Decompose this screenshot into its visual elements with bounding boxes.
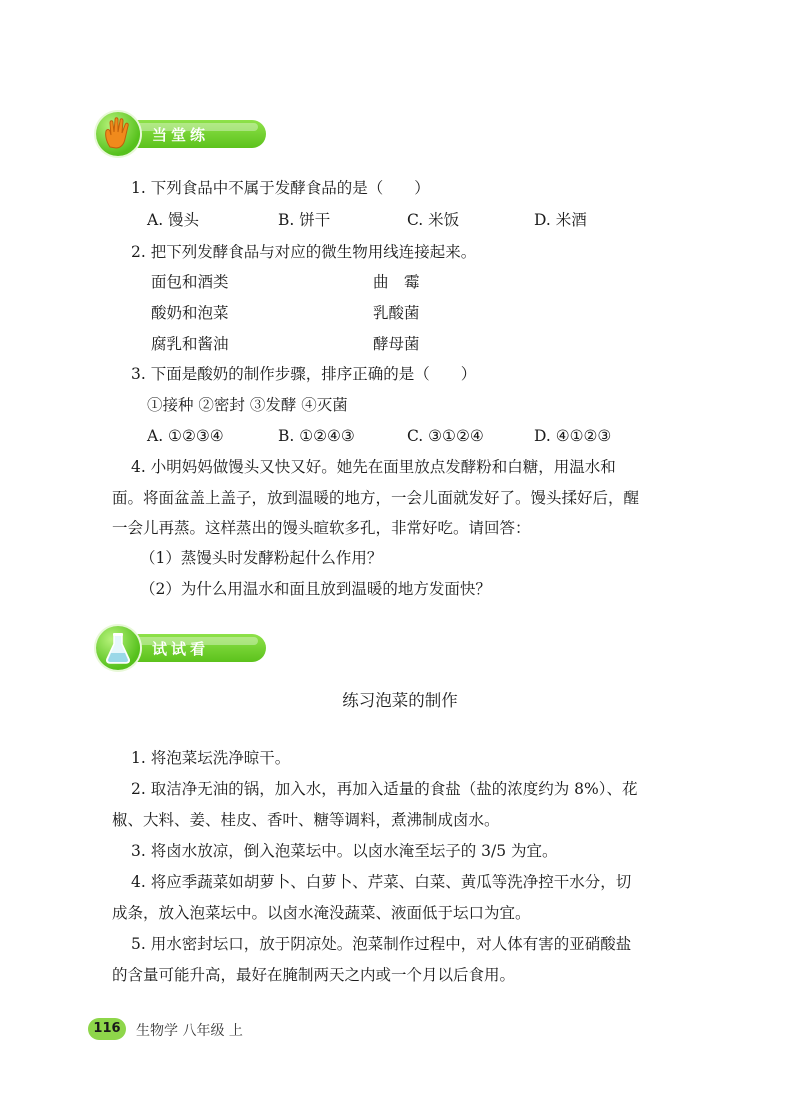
q3-option-a: A. ①②③④: [147, 427, 224, 445]
step-line: 成条，放入泡菜坛中。以卤水淹没蔬菜、液面低于坛口为宜。: [112, 904, 531, 922]
step-line: 4. 将应季蔬菜如胡萝卜、白萝卜、芹菜、白菜、黄瓜等洗净控干水分，切: [131, 873, 632, 891]
question-4-line: 4. 小明妈妈做馒头又快又好。她先在面里放点发酵粉和白糖，用温水和: [131, 458, 616, 476]
step-line: 2. 取洁净无油的锅，加入水，再加入适量的食盐（盐的浓度约为 8%）、花: [131, 780, 638, 798]
q2-right-item: 乳酸菌: [373, 304, 420, 322]
banner-title: 试试看: [152, 640, 210, 658]
question-4-sub: （2）为什么用温水和面且放到温暖的地方发面快？: [140, 580, 491, 598]
banner-circle: [96, 112, 140, 156]
section-banner-practice: [96, 112, 268, 156]
q1-option-c: C. 米饭: [407, 211, 460, 229]
q3-steps: ①接种 ②密封 ③发酵 ④灭菌: [147, 396, 348, 414]
hand-icon: [102, 117, 134, 151]
flask-icon: [102, 631, 134, 665]
banner-circle: [96, 626, 140, 670]
question-3-stem: 3. 下面是酸奶的制作步骤，排序正确的是（ ）: [131, 365, 477, 383]
question-4-sub: （1）蒸馒头时发酵粉起什么作用？: [140, 549, 383, 567]
step-line: 的含量可能升高，最好在腌制两天之内或一个月以后食用。: [112, 966, 516, 984]
question-4-line: 面。将面盆盖上盖子，放到温暖的地方，一会儿面就发好了。馒头揉好后，醒: [112, 489, 640, 507]
q3-option-c: C. ③①②④: [407, 427, 484, 445]
page-number: 116: [88, 1018, 126, 1040]
q1-option-d: D. 米酒: [534, 211, 587, 229]
question-2-stem: 2. 把下列发酵食品与对应的微生物用线连接起来。: [131, 243, 477, 261]
q3-option-d: D. ④①②③: [534, 427, 612, 445]
step-line: 3. 将卤水放凉，倒入泡菜坛中。以卤水淹至坛子的 3/5 为宜。: [131, 842, 558, 860]
step-line: 5. 用水密封坛口，放于阴凉处。泡菜制作过程中，对人体有害的亚硝酸盐: [131, 935, 632, 953]
q2-right-item: 曲 霉: [373, 273, 420, 291]
activity-title: 练习泡菜的制作: [342, 691, 458, 710]
q2-right-item: 酵母菌: [373, 335, 420, 353]
banner-title: 当堂练: [152, 126, 210, 144]
step-line: 1. 将泡菜坛洗净晾干。: [131, 749, 291, 767]
question-4-line: 一会儿再蒸。这样蒸出的馒头暄软多孔，非常好吃。请回答：: [112, 519, 531, 537]
section-banner-try: [96, 626, 268, 670]
q3-option-b: B. ①②④③: [278, 427, 355, 445]
q1-option-a: A. 馒头: [147, 211, 200, 229]
book-title: 生物学 八年级 上: [136, 1023, 243, 1039]
q1-option-b: B. 饼干: [278, 211, 331, 229]
q2-left-item: 酸奶和泡菜: [151, 304, 229, 322]
question-1-stem: 1. 下列食品中不属于发酵食品的是（ ）: [131, 179, 430, 197]
q2-left-item: 面包和酒类: [151, 273, 229, 291]
q2-left-item: 腐乳和酱油: [151, 335, 229, 353]
step-line: 椒、大料、姜、桂皮、香叶、糖等调料，煮沸制成卤水。: [112, 811, 500, 829]
